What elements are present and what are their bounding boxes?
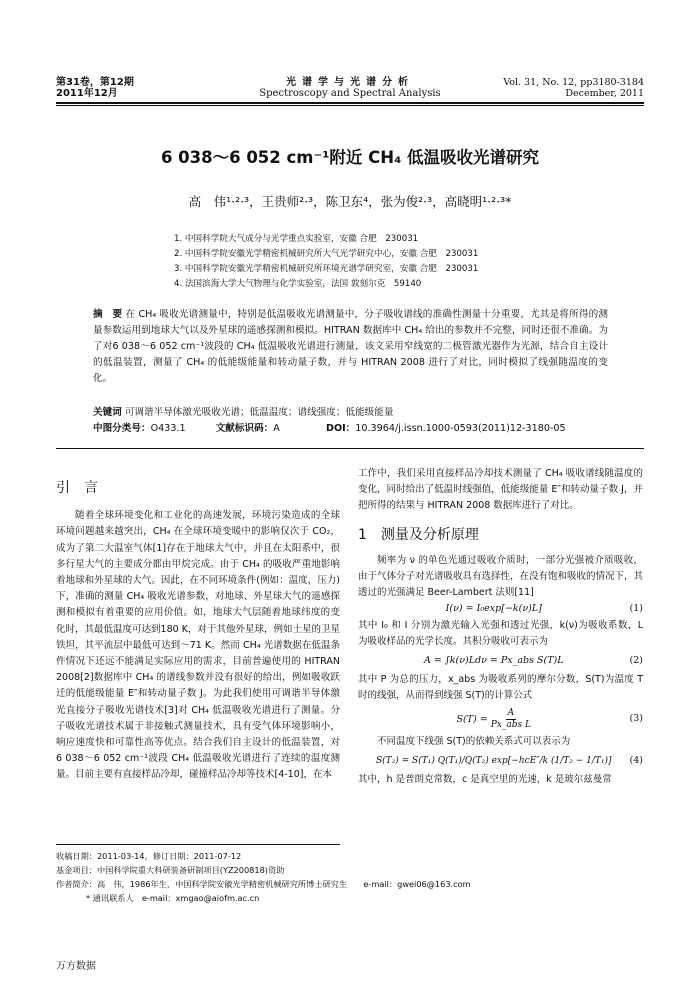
intro-continued: 工作中，我们采用直接样品冷却技术测量了 CH₄ 吸收谱线随温度的变化，同时给出了低温时线强值，低能级能量 E″和转动量子数 J，并把所得的结果与 HITRAN 2008 数据库进行了对比。 — [358, 468, 643, 512]
equation-2-body: A = ∫k(ν)Ldν = Px_abs S(T)L — [423, 655, 564, 667]
doc-code-label: 文献标识码： — [215, 423, 274, 434]
section1-para1: 频率为 ν 的单色光通过吸收介质时，一部分光强被介质吸收，由于气体分子对光谱吸收具有选择性，在没有饱和吸收的情况下，其透过的光强满足 Beer-Lambert 法则[11] — [358, 554, 644, 599]
equation-3 — [358, 708, 643, 731]
equation-1-body: I(ν) = I₀exp[−k(ν)L] — [445, 603, 542, 615]
journal-name-en: Spectroscopy and Spectral Analysis — [259, 88, 441, 99]
equation-2-number: (2) — [629, 655, 643, 667]
section1-para2: 其中 I₀ 和 I 分别为激光输入光强和透过光强，k(ν)为吸收系数，L 为吸收样品的光学长度。其积分吸收可表示为 — [358, 619, 643, 647]
equation-3-lhs: S(T) = — [456, 713, 488, 725]
footnote-contact: * 通讯联系人 e-mail：xmgao@aiofm.ac.cn — [86, 893, 260, 903]
equation-3-number: (3) — [629, 713, 643, 725]
volume-date: December, 2011 — [565, 88, 644, 99]
doi-label: DOI： — [325, 423, 356, 434]
section1-heading: 1 测量及分析原理 — [358, 526, 479, 543]
footnote-rule — [56, 844, 340, 845]
header-rule-thin — [56, 105, 644, 106]
clc-value: O433.1 — [150, 423, 186, 434]
affiliation-item: 3. 中国科学院安徽光学精密机械研究所环境光谱学研究室，安徽 合肥 230031 — [174, 264, 479, 274]
footnote-fund: 基金项目：中国科学院重大科研装备研制项目(YZ200818)资助 — [56, 865, 285, 875]
equation-2 — [358, 653, 643, 669]
journal-name-zh: 光谱学与光谱分析 — [286, 77, 414, 88]
paper-title: 6 038～6 052 cm⁻¹附近 CH₄ 低温吸收光谱研究 — [160, 148, 540, 167]
doc-code-value: A — [273, 423, 280, 434]
classification-line — [93, 421, 608, 437]
left-column — [56, 480, 340, 784]
header-rule — [56, 102, 644, 104]
issue-volume: 第31卷，第12期 — [56, 77, 134, 88]
footnote-received: 收稿日期：2011-03-14，修订日期：2011-07-12 — [56, 851, 242, 861]
doi-value: 10.3964/j.issn.1000-0593(2011)12-3180-05 — [355, 423, 566, 434]
section1-para4: 不同温度下线强 S(T)的依赖关系式可以表示为 — [377, 735, 571, 747]
watermark-text: 万方数据 — [56, 961, 96, 972]
equation-4 — [358, 753, 643, 769]
affiliations — [174, 232, 478, 292]
keywords-text: 可调谐半导体激光吸收光谱；低温温度；谱线强度；低能级能量 — [124, 407, 394, 418]
abstract-text: 在 CH₄ 吸收光谱测量中，特别是低温吸收光谱测量中，分子吸收谱线的准确性测量十分重要，尤其是将所得的测量参数运用到地球大气以及外星球的遥感探测和模拟。HITRAN 数据库中 CH₄ 给出的参数并不完整，同时还很不准确。为了对6 038～6 052 cm⁻¹波段的 CH₄ 低温吸收光谱进行测量，该文采用窄线宽的二极管激光器作为光源，结合自主设计的低温装置，测量了 CH₄ 的低能级能量和转动量子数，并与 HITRAN 2008 进行了对比，同时模拟了线强随温度的变化。 — [93, 309, 608, 384]
equation-3-numerator: A — [507, 707, 515, 718]
journal-name — [230, 77, 470, 99]
intro-paragraph: 随着全球环境变化和工业化的高速发展，环境污染造成的全球环境问题越来越突出，CH₄ 在全球环境变暖中的影响仅次于 CO₂，成为了第二大温室气体[1]存在于地球大气中，并且在太阳系中，很多行星大气的主要成分都由甲烷完成。由于 CH₄ 的吸收严重地影响着地球和外星球的大气。因此，在不同环境条件(例如：温度，压力)下，准确的测量 CH₄ 吸收光谱参数，对地球、外星球大气的遥感探测和模拟有着重要的应用价值。如，地球大气层随着地球纬度的变化时，其最低温度可达到180 K，对于其他外星球，例如土星的卫星铁坦，其平流层中最低可达到～71 K。然而 CH₄ 光谱数据在低温条件情况下还远不能满足实际应用的需求，目前普遍使用的 HITRAN 2008[2]数据库中 CH₄ 的谱线参数并没有很好的给出，例如吸收跃迁的低能级能量 E″和转动量子数 J。为此我们使用可调谐半导体激光直接分子吸收光谱技术[3]对 CH₄ 低温吸收光谱进行了测量。分子吸收光谱技术属于非接触式测量技术，具有受气体环境影响小，响应速度快和可靠性高等优点。结合我们自主设计的低温装置，对 6 038～6 052 cm⁻¹波段 CH₄ 低温吸收光谱进行了连续的温度测量。目前主要有直接样品冷却，碰撞样品冷却等技术[4-10]，在本 — [56, 510, 340, 781]
section1-para3: 其中 P 为总的压力，x_abs 为吸收系列的摩尔分数，S(T)为温度 T 时的线强，从而得到线强 S(T)的计算公式 — [358, 674, 643, 702]
right-column — [358, 466, 643, 788]
author-list: 高 伟¹·²·³，王贵师²·³，陈卫东⁴，张为俊²·³，高晓明¹·²·³* — [188, 194, 512, 209]
equation-4-body: S(T₂) = S(T₁) Q(T₁)/Q(T₂) exp[−hcE″/k (1/T₂ − 1/T₁)] — [376, 755, 612, 766]
keywords-label: 关键词 — [93, 407, 122, 418]
issue-date: 2011年12月 — [56, 88, 118, 99]
equation-3-fraction — [491, 708, 531, 731]
affiliation-item: 4. 法国滨海大学大气物理与化学实验室，法国 敦刻尔克 59140 — [174, 279, 422, 289]
intro-heading: 引 言 — [56, 480, 98, 496]
keywords-block — [93, 405, 608, 437]
equation-1-number: (1) — [629, 603, 643, 615]
issue-info — [56, 77, 134, 99]
abstract — [93, 307, 608, 387]
volume-info — [503, 77, 644, 99]
volume-pages: Vol. 31, No. 12, pp3180-3184 — [503, 77, 644, 88]
equation-4-number: (4) — [629, 754, 643, 766]
footnotes — [56, 849, 646, 905]
affiliation-item: 1. 中国科学院大气成分与光学重点实验室，安徽 合肥 230031 — [174, 234, 419, 244]
equation-3-denominator: Px_abs L — [490, 719, 532, 730]
clc-label: 中图分类号： — [93, 423, 151, 434]
abstract-rule — [56, 448, 644, 449]
footnote-author: 作者简介：高 伟，1986年生，中国科学院安徽光学精密机械研究所博士研究生 e-mail：gwei06@163.com — [56, 879, 471, 889]
equation-1 — [358, 601, 643, 617]
affiliation-item: 2. 中国科学院安徽光学精密机械研究所大气光学研究中心，安徽 合肥 230031 — [174, 249, 479, 259]
section1-para5: 其中，h 是普朗克常数，c 是真空里的光速，k 是玻尔兹曼常 — [358, 774, 612, 786]
abstract-label: 摘 要 — [93, 309, 123, 320]
